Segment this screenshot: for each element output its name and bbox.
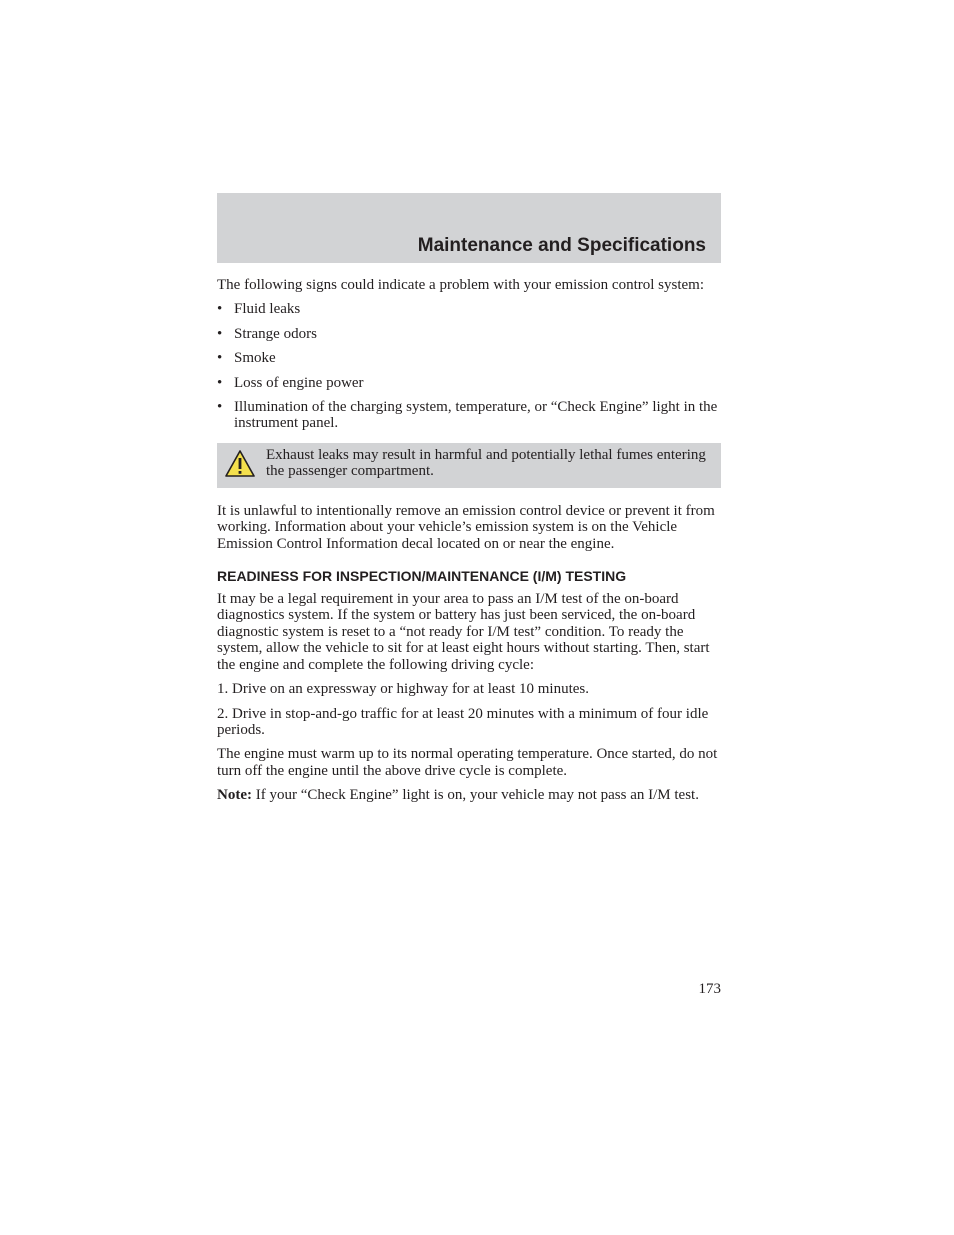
note-paragraph (217, 787, 721, 803)
list-item: • Loss of engine power (217, 374, 364, 391)
warning-triangle-icon (224, 449, 256, 478)
note-text: If your “Check Engine” light is on, your vehicle may not pass an I/M test. (251, 787, 699, 804)
unlawful-paragraph: It is unlawful to intentionally remove an emission control device or prevent it from working. Information about your vehicle’s emission system is on the Vehicle Emission Control Information decal located on or near the engine. (217, 502, 715, 552)
page-number: 173 (698, 981, 721, 997)
list-item: • Illumination of the charging system, temperature, or “Check Engine” light in the instrument panel. (217, 399, 718, 432)
list-item: • Strange odors (217, 325, 317, 342)
readiness-heading: READINESS FOR INSPECTION/MAINTENANCE (I/M) TESTING (217, 568, 627, 585)
problem-signs-list (217, 301, 721, 431)
drive-step: 2. Drive in stop-and-go traffic for at least 20 minutes with a minimum of four idle periods. (217, 705, 709, 738)
bullet-icon: • (217, 350, 223, 367)
section-header-band (217, 193, 721, 263)
list-item: • Smoke (217, 350, 276, 367)
warmup-paragraph: The engine must warm up to its normal operating temperature. Once started, do not turn off the engine until the above drive cycle is complete. (217, 746, 718, 779)
section-title: Maintenance and Specifications (417, 235, 706, 256)
bullet-icon: • (217, 301, 223, 318)
bullet-icon: • (217, 325, 223, 342)
bullet-icon: • (217, 399, 223, 416)
note-label: Note: (217, 787, 252, 804)
warning-box (217, 443, 721, 488)
readiness-paragraph: It may be a legal requirement in your area to pass an I/M test of the on-board diagnostics system. If the system or battery has just been serviced, the on-board diagnostic system is reset to a “not ready for I/M test” condition. To ready the system, allow the vehicle to sit for at least eight hours without starting. Then, start the engine and complete the following driving cycle: (217, 591, 710, 673)
intro-paragraph: The following signs could indicate a problem with your emission control system: (217, 277, 705, 293)
warning-text: Exhaust leaks may result in harmful and potentially lethal fumes entering the passenger compartment. (266, 446, 706, 480)
bullet-icon: • (217, 374, 223, 391)
page-content (217, 277, 721, 812)
drive-step: 1. Drive on an expressway or highway for at least 10 minutes. (217, 681, 589, 698)
list-item: • Fluid leaks (217, 301, 301, 318)
